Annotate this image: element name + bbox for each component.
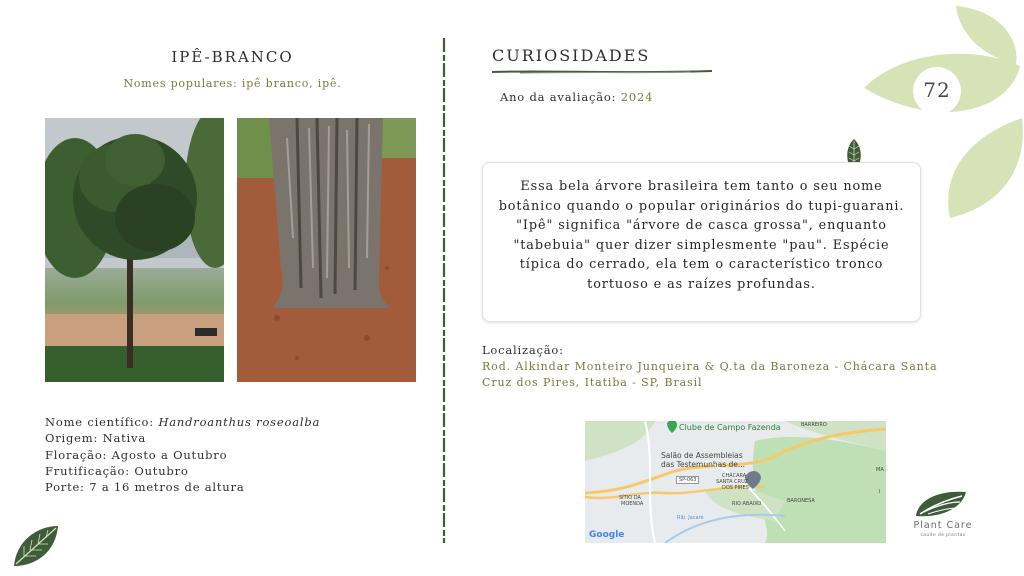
- popular-names-value: ipê branco, ipê.: [241, 77, 342, 90]
- fruiting: Frutificação: Outubro: [45, 463, 189, 478]
- map-label-sitio-2: MOENDA: [621, 501, 644, 507]
- scientific-name-value: Handroanthus roseoalba: [158, 415, 321, 429]
- flowering: Floração: Agosto a Outubro: [45, 447, 228, 462]
- tree-illustration: [45, 118, 224, 382]
- title-underline: [490, 68, 714, 76]
- curiosity-text: Essa bela árvore brasileira tem tanto o seu nome botânico quando o popular originários do tupi-guarani. "Ipê" significa "árvore de casca grossa", enquanto "tabebuia" quer dizer simplesmente "pau". Espécie típica do cerrado, ela tem o característico tronco tortuoso e as raízes profundas.: [498, 179, 905, 292]
- species-title: IPÊ-BRANCO: [171, 48, 294, 66]
- map-label-road: SP-063: [676, 476, 699, 484]
- map-label-edge-ma: MA: [876, 467, 884, 473]
- scientific-name-label: Nome científico:: [45, 415, 154, 429]
- curiosities-title: CURIOSIDADES: [492, 46, 651, 65]
- location-address: Rod. Alkindar Monteiro Junqueira & Q.ta da Baroneza - Chácara Santa Cruz dos Pires, Itatiba - SP, Brasil: [482, 360, 938, 389]
- tree-size: Porte: 7 a 16 metros de altura: [45, 480, 245, 495]
- curiosity-card: [482, 162, 921, 322]
- map-label-salao-1: Salão de Assembleias: [661, 451, 743, 460]
- trunk-illustration: [237, 118, 416, 382]
- map-label-chacara-2: SANTA CRUZ: [716, 479, 749, 485]
- brand-name: Plant Care: [913, 520, 973, 531]
- tree-photo: [45, 118, 224, 382]
- location-label: Localização:: [482, 343, 564, 357]
- trunk-photo: [237, 118, 416, 382]
- map-label-salao-2: das Testemunhas de...: [661, 460, 746, 469]
- map-label-baronesa: BARONESA: [787, 498, 815, 504]
- evaluation-year: [500, 90, 653, 104]
- popular-names: [60, 77, 405, 90]
- map-label-sitio-1: SÍTIO DA: [619, 495, 641, 501]
- origin: Origem: Nativa: [45, 431, 146, 446]
- map-label-edge-i: I: [879, 489, 881, 495]
- page-number: 72: [923, 78, 951, 102]
- evaluation-year-label: Ano da avaliação:: [500, 90, 617, 104]
- google-logo: Google: [589, 530, 625, 540]
- map-label-chacara-3: DOS PIRES: [722, 485, 749, 491]
- map-label-ribeirao: Rib. Jacaré: [677, 515, 704, 521]
- leaf-icon: [10, 522, 62, 570]
- evaluation-year-value: 2024: [620, 90, 654, 104]
- map-label-club: Clube de Campo Fazenda: [679, 423, 781, 432]
- brand-tagline: saúde de plantas: [920, 533, 966, 538]
- species-facts: [45, 414, 320, 495]
- scientific-name: [45, 414, 320, 430]
- plant-care-logo-icon: [912, 488, 970, 520]
- location-map[interactable]: [585, 421, 886, 543]
- popular-names-label: Nomes populares:: [123, 77, 238, 90]
- map-label-rio-abaixo: RIO ABAIXO: [732, 501, 762, 507]
- map-label-chacara-1: CHÁCARA: [722, 473, 747, 479]
- column-divider: [442, 38, 446, 543]
- map-label-barreiro: BARREIRO: [801, 422, 827, 428]
